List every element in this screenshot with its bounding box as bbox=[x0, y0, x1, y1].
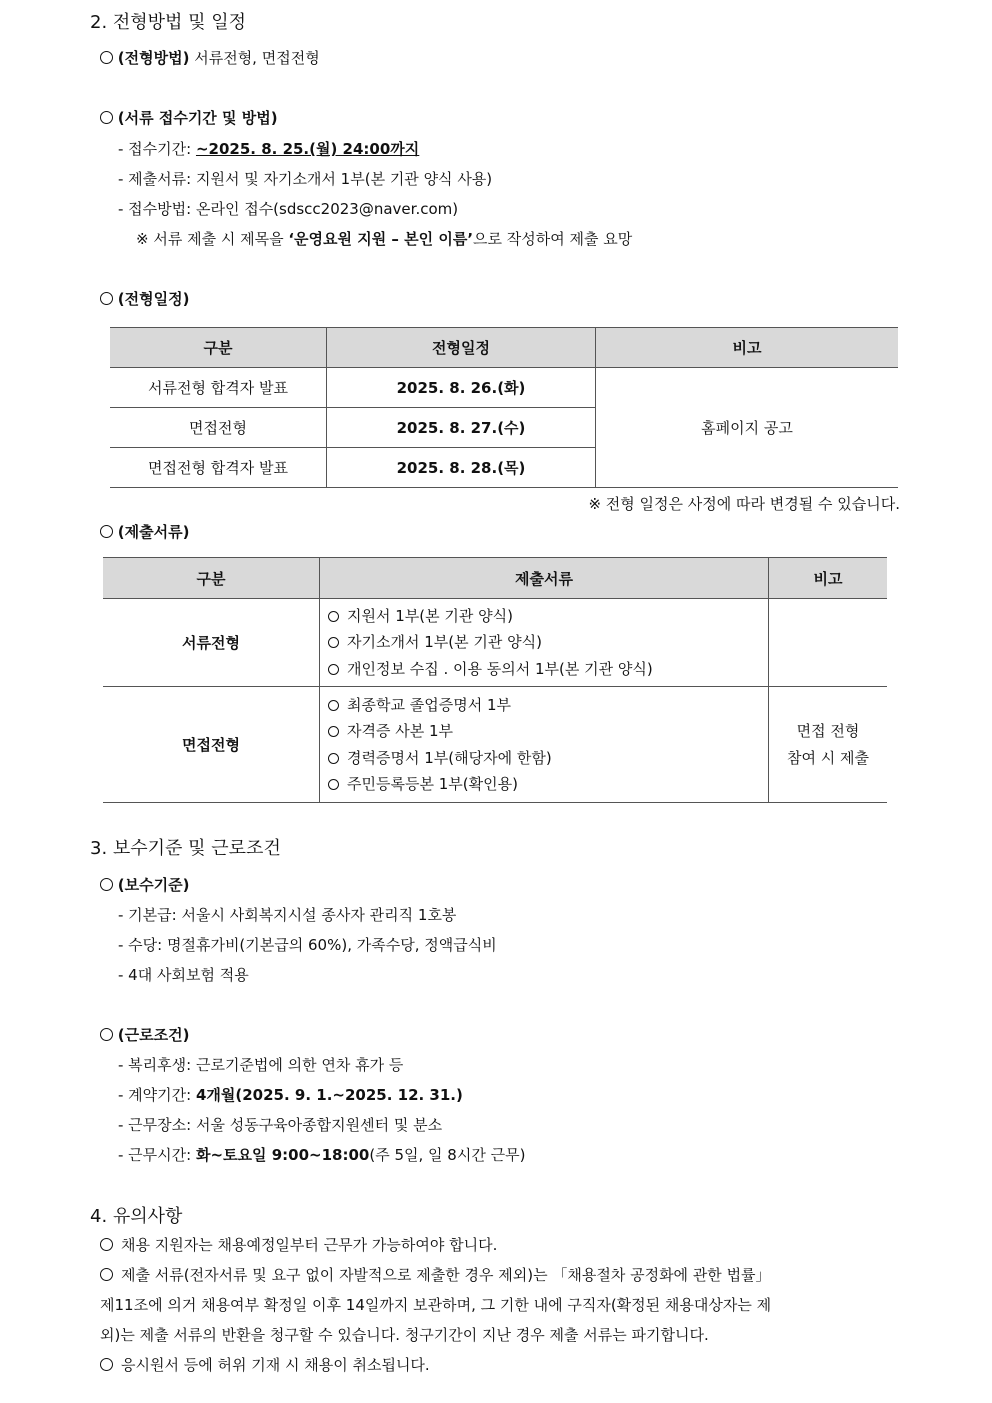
circle-bullet-icon bbox=[328, 753, 339, 764]
circle-bullet-icon bbox=[328, 779, 339, 790]
circle-bullet-icon bbox=[100, 111, 113, 124]
date-cell: 2025. 8. 27.(수) bbox=[327, 408, 596, 448]
contract-value: 4개월(2025. 9. 1.~2025. 12. 31.) bbox=[195, 1086, 463, 1104]
schedule-heading bbox=[100, 288, 189, 309]
docs-table bbox=[103, 557, 887, 803]
table-row bbox=[110, 368, 898, 408]
list-item: 자기소개서 1부(본 기관 양식) bbox=[328, 629, 768, 656]
circle-bullet-icon bbox=[100, 1238, 113, 1251]
section-3-heading: 3. 보수기준 및 근로조건 bbox=[90, 838, 281, 859]
method-line bbox=[100, 47, 320, 68]
docs-line: - 제출서류: 지원서 및 자기소개서 1부(본 기관 양식 사용) bbox=[118, 170, 493, 188]
schedule-label: (전형일정) bbox=[117, 290, 190, 308]
pay-label: (보수기준) bbox=[117, 876, 190, 894]
cond-label: (근로조건) bbox=[117, 1026, 190, 1044]
list-item: 지원서 1부(본 기관 양식) bbox=[328, 603, 768, 630]
table-row bbox=[103, 599, 887, 687]
pay-item: - 기본급: 서울시 사회복지시설 종사자 관리직 1호봉 bbox=[118, 906, 457, 924]
interview-stage-cell: 면접전형 bbox=[103, 687, 320, 803]
circle-bullet-icon bbox=[328, 664, 339, 675]
doc-items-cell bbox=[320, 599, 769, 687]
stage-cell: 면접전형 합격자 발표 bbox=[110, 448, 327, 488]
col-header-date: 전형일정 bbox=[327, 328, 596, 368]
interview-items-cell bbox=[320, 687, 769, 803]
list-item: 주민등록등본 1부(확인용) bbox=[328, 771, 768, 798]
schedule-table bbox=[110, 327, 898, 488]
circle-bullet-icon bbox=[328, 700, 339, 711]
pay-item: - 수당: 명절휴가비(기본급의 60%), 가족수당, 정액급식비 bbox=[118, 936, 497, 954]
method-text: 서류전형, 면접전형 bbox=[189, 49, 320, 67]
circle-bullet-icon bbox=[100, 1268, 113, 1281]
circle-bullet-icon bbox=[100, 1358, 113, 1371]
circle-bullet-icon bbox=[100, 878, 113, 891]
contract-line: - 계약기간: 4개월(2025. 9. 1.~2025. 12. 31.) bbox=[118, 1086, 463, 1104]
doc-remark-cell bbox=[769, 599, 888, 687]
circle-bullet-icon bbox=[100, 51, 113, 64]
notice-item: 제출 서류(전자서류 및 요구 없이 자발적으로 제출한 경우 제외)는 「채용절차 공정화에 관한 법률」 bbox=[100, 1264, 771, 1285]
circle-bullet-icon bbox=[328, 637, 339, 648]
circle-bullet-icon bbox=[328, 611, 339, 622]
col-header-stage: 구분 bbox=[110, 328, 327, 368]
list-item: 자격증 사본 1부 bbox=[328, 718, 768, 745]
circle-bullet-icon bbox=[100, 525, 113, 538]
note-prefix: ※ 서류 제출 시 제목을 bbox=[136, 230, 289, 248]
col-header-remark: 비고 bbox=[596, 328, 899, 368]
circle-bullet-icon bbox=[100, 1028, 113, 1041]
notice-continuation: 외)는 제출 서류의 반환을 청구할 수 있습니다. 청구기간이 지난 경우 제출 서류는 파기합니다. bbox=[100, 1326, 709, 1344]
period-line bbox=[118, 138, 419, 159]
date-cell: 2025. 8. 26.(화) bbox=[327, 368, 596, 408]
list-item: 경력증명서 1부(해당자에 한함) bbox=[328, 745, 768, 772]
notice-continuation: 제11조에 의거 채용여부 확정일 이후 14일까지 보관하며, 그 기한 내에 구직자(확정된 채용대상자는 제 bbox=[100, 1296, 772, 1314]
doc-label: (서류 접수기간 및 방법) bbox=[117, 109, 278, 127]
table-row bbox=[103, 687, 887, 803]
doc-period-heading bbox=[100, 107, 278, 128]
hours-bold: 화~토요일 9:00~18:00 bbox=[195, 1146, 370, 1164]
circle-bullet-icon bbox=[328, 726, 339, 737]
section-4-heading: 4. 유의사항 bbox=[90, 1206, 183, 1227]
list-item: 개인정보 수집 . 이용 동의서 1부(본 기관 양식) bbox=[328, 656, 768, 683]
docs-label: (제출서류) bbox=[117, 523, 190, 541]
hours-line: - 근무시간: 화~토요일 9:00~18:00(주 5일, 일 8시간 근무) bbox=[118, 1146, 526, 1164]
stage-cell: 서류전형 합격자 발표 bbox=[110, 368, 327, 408]
section-2-heading: 2. 전형방법 및 일정 bbox=[90, 12, 247, 33]
pay-item: - 4대 사회보험 적용 bbox=[118, 966, 249, 984]
period-prefix: - 접수기간: bbox=[118, 140, 196, 158]
place-line: - 근무장소: 서울 성동구육아종합지원센터 및 분소 bbox=[118, 1116, 443, 1134]
note-bold: ‘운영요원 지원 – 본인 이름’ bbox=[288, 230, 474, 248]
welfare-line: - 복리후생: 근로기준법에 의한 연차 휴가 등 bbox=[118, 1056, 404, 1074]
doc-stage-cell: 서류전형 bbox=[103, 599, 320, 687]
interview-remark-cell: 면접 전형 참여 시 제출 bbox=[769, 687, 888, 803]
submit-method-line: - 접수방법: 온라인 접수(sdscc2023@naver.com) bbox=[118, 200, 459, 218]
col-header-stage: 구분 bbox=[103, 558, 320, 599]
remark-cell: 홈페이지 공고 bbox=[596, 368, 899, 488]
method-label: (전형방법) bbox=[117, 49, 190, 67]
note-suffix: 으로 작성하여 제출 요망 bbox=[473, 230, 633, 248]
col-header-remark: 비고 bbox=[769, 558, 888, 599]
pay-heading bbox=[100, 874, 189, 895]
date-cell: 2025. 8. 28.(목) bbox=[327, 448, 596, 488]
docs-heading bbox=[100, 521, 189, 542]
stage-cell: 면접전형 bbox=[110, 408, 327, 448]
col-header-docs: 제출서류 bbox=[320, 558, 769, 599]
circle-bullet-icon bbox=[100, 292, 113, 305]
cond-heading bbox=[100, 1024, 189, 1045]
notice-item: 응시원서 등에 허위 기재 시 채용이 취소됩니다. bbox=[100, 1354, 430, 1375]
notice-item: 채용 지원자는 채용예정일부터 근무가 가능하여야 합니다. bbox=[100, 1234, 497, 1255]
title-note bbox=[136, 228, 632, 249]
list-item: 최종학교 졸업증명서 1부 bbox=[328, 692, 768, 719]
period-value: ~2025. 8. 25.(월) 24:00까지 bbox=[195, 140, 420, 158]
schedule-footnote: ※ 전형 일정은 사정에 따라 변경될 수 있습니다. bbox=[588, 495, 900, 513]
